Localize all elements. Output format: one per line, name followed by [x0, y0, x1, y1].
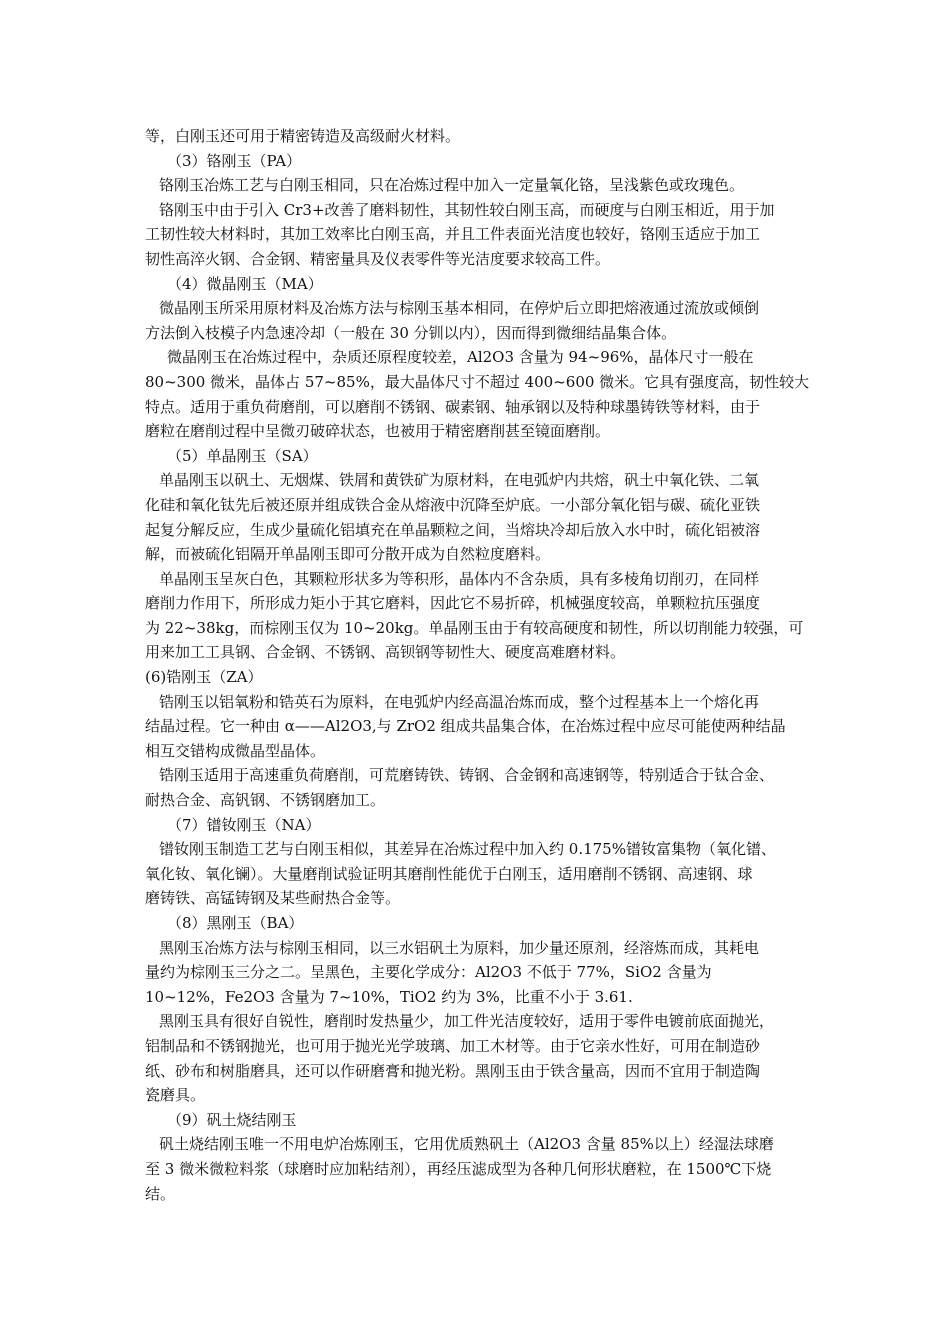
section-heading: （8）黑刚玉（BA）: [167, 914, 304, 932]
text-line: 铬刚玉中由于引入 Cr3+改善了磨料韧性，其韧性较白刚玉高，而硬度与白刚玉相近，用于加: [159, 200, 775, 219]
text-line: 铝制品和不锈钢抛光，也可用于抛光光学玻璃、加工木材等。由于它亲水性好，可用在制造砂: [145, 1036, 761, 1055]
text-line: 结晶过程。它一种由 α——Al2O3,与 ZrO2 组成共晶集合体，在冶炼过程中应尽可能使两种结晶: [145, 717, 786, 736]
text-line: 磨粒在磨削过程中呈微刃破碎状态，也被用于精密磨削甚至镜面磨削。: [145, 422, 611, 441]
text-line: 单晶刚玉以矾土、无烟煤、铁屑和黄铁矿为原材料，在电弧炉内共熔，矾土中氧化铁、二氧: [159, 471, 760, 490]
text-line: 解，而被硫化铝隔开单晶刚玉即可分散开成为自然粒度磨料。: [145, 545, 551, 564]
text-line: 镨钕刚玉制造工艺与白刚玉相似，其差异在冶炼过程中加入约 0.175%镨钕富集物（氧化镨、: [159, 840, 776, 859]
text-line: 氧化钕、氧化镧）。大量磨削试验证明其磨削性能优于白刚玉，适用磨削不锈钢、高速钢、球: [145, 864, 753, 883]
text-line: 锆刚玉以铝氧粉和锆英石为原料，在电弧炉内经高温冶炼而成，整个过程基本上一个熔化再: [159, 692, 760, 711]
text-line: 量约为棕刚玉三分之二。呈黑色，主要化学成分：Al2O3 不低于 77%，SiO2 含量为: [145, 963, 712, 982]
section-heading: (6)锆刚玉（ZA）: [145, 668, 263, 687]
text-line: 黑刚玉冶炼方法与棕刚玉相同，以三水铝矾土为原料，加少量还原剂，经溶炼而成，其耗电: [159, 938, 760, 957]
text-line: 特点。适用于重负荷磨削，可以磨削不锈钢、碳素钢、轴承钢以及特种球墨铸铁等材料，由于: [145, 397, 761, 416]
section-heading: （7）镨钕刚玉（NA）: [167, 815, 321, 834]
text-line: 化硅和氧化钛先后被还原并组成铁合金从熔液中沉降至炉底。一小部分氧化铝与碳、硫化亚铁: [145, 495, 761, 514]
section-heading: （9）矾土烧结刚玉: [167, 1110, 297, 1129]
text-line: 微晶刚玉所采用原材料及冶炼方法与棕刚玉基本相同，在停炉后立即把熔液通过流放或倾倒: [159, 299, 760, 318]
text-line: 磨铸铁、高锰铸钢及某些耐热合金等。: [145, 889, 401, 908]
text-line: 相互交错构成微晶型晶体。: [145, 741, 326, 760]
text-line: 瓷磨具。: [145, 1086, 206, 1105]
text-line: 方法倒入枝模子内急速冷却（一般在 30 分钏以内），因而得到微细结晶集合体。: [145, 323, 677, 342]
text-line: 铬刚玉冶炼工艺与白刚玉相同，只在冶炼过程中加入一定量氧化铬，呈浅紫色或玫瑰色。: [159, 176, 745, 195]
text-line: 等，白刚玉还可用于精密铸造及高级耐火材料。: [145, 127, 461, 145]
section-heading: （5）单晶刚玉（SA）: [167, 446, 318, 465]
section-heading: （4）微晶刚玉（MA）: [167, 274, 323, 293]
text-line: 韧性高淬火钢、合金钢、精密量具及仪表零件等光洁度要求较高工件。: [145, 249, 611, 268]
text-line: 纸、砂布和树脂磨具，还可以作研磨膏和抛光粉。黑刚玉由于铁含量高，因而不宜用于制造陶: [145, 1061, 761, 1080]
text-line: 磨削力作用下，所形成力矩小于其它磨料，因此它不易折碎，机械强度较高，单颗粒抗压强度: [145, 594, 761, 613]
text-line: 微晶刚玉在冶炼过程中，杂质还原程度较差，Al2O3 含量为 94~96%，晶体尺寸一般在: [167, 348, 754, 367]
text-line: 至 3 微米微粒料浆（球磨时应加粘结剂），再经压滤成型为各种几何形状磨粒，在 1500℃下烧: [145, 1159, 772, 1178]
text-line: 锆刚玉适用于高速重负荷磨削，可荒磨铸铁、铸钢、合金钢和高速钢等，特别适合于钛合金、: [159, 766, 775, 785]
text-line: 矾土烧结刚玉唯一不用电炉冶炼刚玉，它用优质熟矾土（Al2O3 含量 85%以上）经湿法球磨: [159, 1135, 774, 1154]
text-line: 黑刚玉具有很好自锐性，磨削时发热量少，加工件光洁度较好，适用于零件电镀前底面抛光，: [159, 1012, 775, 1031]
text-line: 起复分解反应，生成少量硫化铝填充在单晶颗粒之间，当熔块冷却后放入水中时，硫化铝被溶: [145, 520, 761, 539]
text-line: 结。: [145, 1184, 176, 1203]
document-page: [145, 124, 825, 1206]
text-line: 单晶刚玉呈灰白色，其颗粒形状多为等积形，晶体内不含杂质，具有多棱角切削刃，在同样: [159, 569, 760, 588]
text-line: 用来加工工具钢、合金钢、不锈钢、高钡钢等韧性大、硬度高难磨材料。: [145, 643, 626, 662]
text-line: 工韧性较大材料时，其加工效率比白刚玉高，并且工件表面光洁度也较好，铬刚玉适应于加工: [145, 225, 761, 244]
section-heading: （3）铬刚玉（PA）: [167, 151, 302, 170]
text-line: 为 22~38kg，而棕刚玉仅为 10~20kg。单晶刚玉由于有较高硬度和韧性，所以切削能力较强，可: [145, 618, 804, 637]
text-line: 耐热合金、高钒钢、不锈钢磨加工。: [145, 791, 386, 810]
text-line: 10~12%，Fe2O3 含量为 7~10%，TiO2 约为 3%，比重不小于 3.61.: [145, 987, 633, 1006]
text-line: 80~300 微米，晶体占 57~85%，最大晶体尺寸不超过 400~600 微米。它具有强度高，韧性较大: [145, 372, 810, 391]
